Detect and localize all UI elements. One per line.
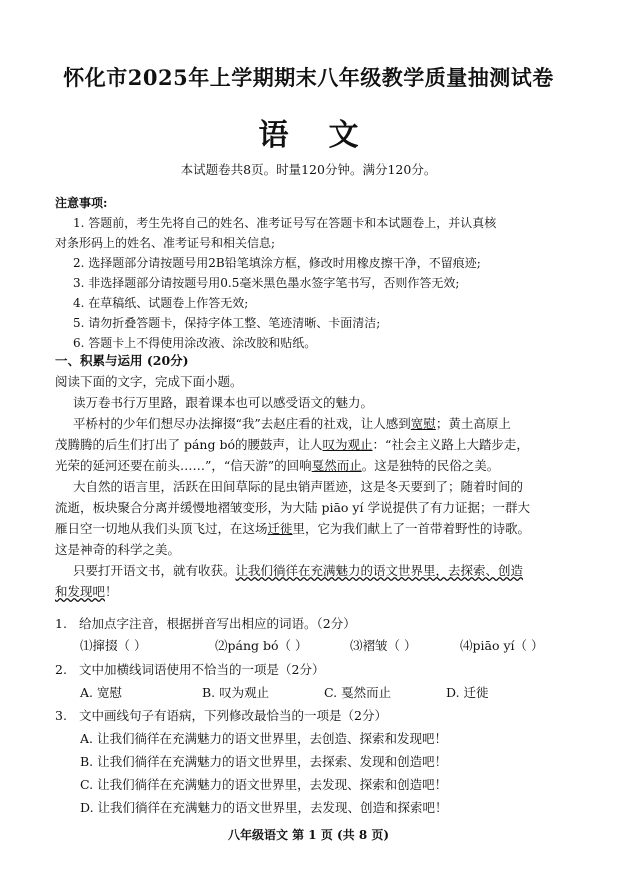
section1 bbox=[55, 350, 575, 602]
passage-paragraph: 只要打开语文书，就有收获。让我们徜徉在充满魅力的语文世界里，去探索、创造 bbox=[73, 563, 524, 578]
underlined-word: 迁徙 bbox=[267, 521, 293, 536]
passage-paragraph: 流逝，板块聚合分离并缓慢地褶皱变形，为大陆 piāo yí 学说提供了有力证据；一群大 bbox=[55, 500, 530, 515]
question-stem: 文中加横线词语使用不恰当的一项是（2分） bbox=[79, 662, 325, 677]
option: C. 让我们徜徉在充满魅力的语文世界里，去发现、探索和创造吧！ bbox=[80, 777, 448, 792]
passage-paragraph: 大自然的语言里，活跃在田间草际的昆虫销声匿迹，这是冬天要到了；随着时间的 bbox=[73, 479, 524, 494]
question-2 bbox=[55, 660, 324, 678]
notice-heading: 注意事项: bbox=[55, 196, 108, 210]
notice-item: 对条形码上的姓名、准考证号和相关信息; bbox=[55, 236, 276, 250]
option: B. 叹为观止 bbox=[202, 685, 270, 700]
exam-title: 怀化市2025年上学期期末八年级教学质量抽测试卷 bbox=[63, 65, 554, 90]
subject-title: 语文 bbox=[258, 118, 399, 153]
option: B. 让我们徜徉在充满魅力的语文世界里，去探索、发现和创造吧！ bbox=[80, 754, 448, 769]
notice-item: 2. 选择题部分请按题号用2B铅笔填涂方框，修改时用橡皮擦干净，不留痕迹; bbox=[73, 256, 481, 270]
question-number: 2. bbox=[55, 662, 67, 677]
question-1 bbox=[55, 614, 356, 632]
passage-paragraph: 雁日空一切地从我们头顶飞过，在这场迁徙里，它为我们献上了一首带着野性的诗歌。 bbox=[55, 521, 531, 536]
exam-info: 本试题卷共8页。时量120分钟。满分120分。 bbox=[180, 162, 437, 177]
question-number: 1. bbox=[55, 616, 67, 631]
notice-item: 6. 答题卡上不得使用涂改液、涂改胶和贴纸。 bbox=[73, 336, 317, 350]
passage-paragraph: 和发现吧！ bbox=[55, 584, 118, 599]
page-footer: 八年级语文 第 1 页 (共 8 页) bbox=[227, 828, 390, 842]
notice-block bbox=[55, 193, 575, 353]
notice-item: 1. 答题前，考生先将自己的姓名、准考证号写在答题卡和本试题卷上，并认真核 bbox=[73, 216, 497, 230]
passage-paragraph: 平桥村的少年们想尽办法撺掇“我”去赵庄看的社戏，让人感到宽慰；黄土高原上 bbox=[73, 416, 511, 431]
question-3 bbox=[55, 706, 387, 724]
option: D. 让我们徜徉在充满魅力的语文世界里，去发现、创造和探索吧！ bbox=[80, 800, 448, 815]
underlined-word: 叹为观止 bbox=[322, 437, 373, 452]
underlined-word: 戛然而止 bbox=[311, 458, 362, 473]
passage-paragraph: 茂腾腾的后生们打出了 páng bó的腰鼓声，让人叹为观止：“社会主义路上大踏步走， bbox=[55, 437, 529, 452]
sub-item: ⑵páng bó（ ） bbox=[215, 638, 308, 653]
question-1-subitems bbox=[80, 636, 570, 654]
section-intro: 阅读下面的文字，完成下面小题。 bbox=[55, 374, 243, 389]
wavy-underlined-sentence: 和发现吧 bbox=[55, 584, 106, 599]
option: A. 宽慰 bbox=[80, 685, 122, 700]
sub-item: ⑶褶皱（ ） bbox=[350, 638, 417, 653]
sub-item: ⑷piāo yí（ ） bbox=[460, 638, 544, 653]
passage-paragraph: 这是神奇的科学之美。 bbox=[55, 542, 181, 557]
question-number: 3. bbox=[55, 708, 67, 723]
underlined-word: 宽慰 bbox=[410, 416, 436, 431]
question-stem: 给加点字注音，根据拼音写出相应的词语。（2分） bbox=[79, 616, 356, 631]
notice-item: 5. 请勿折叠答题卡，保持字体工整、笔迹清晰、卡面清洁; bbox=[73, 316, 381, 330]
question-2-options bbox=[80, 683, 556, 701]
option: A. 让我们徜徉在充满魅力的语文世界里，去创造、探索和发现吧！ bbox=[80, 731, 447, 746]
notice-item: 4. 在草稿纸、试题卷上作答无效; bbox=[73, 296, 249, 310]
option: C. 戛然而止 bbox=[324, 685, 392, 700]
passage-paragraph: 光荣的延河还要在前头……”，“信天游”的回响戛然而止。这是独特的民俗之美。 bbox=[55, 458, 500, 473]
question-stem: 文中画线句子有语病，下列修改最恰当的一项是（2分） bbox=[79, 708, 387, 723]
section-heading: 一、积累与运用 (20分) bbox=[55, 353, 189, 368]
option: D. 迁徙 bbox=[446, 685, 489, 700]
passage-paragraph: 读万卷书行万里路，跟着课本也可以感受语文的魅力。 bbox=[73, 395, 374, 410]
wavy-underlined-sentence: 让我们徜徉在充满魅力的语文世界里，去探索、创造 bbox=[235, 563, 524, 578]
notice-item: 3. 非选择题部分请按题号用0.5毫米黑色墨水签字笔书写，否则作答无效; bbox=[73, 276, 460, 290]
sub-item: ⑴撺掇（ ） bbox=[80, 638, 147, 653]
